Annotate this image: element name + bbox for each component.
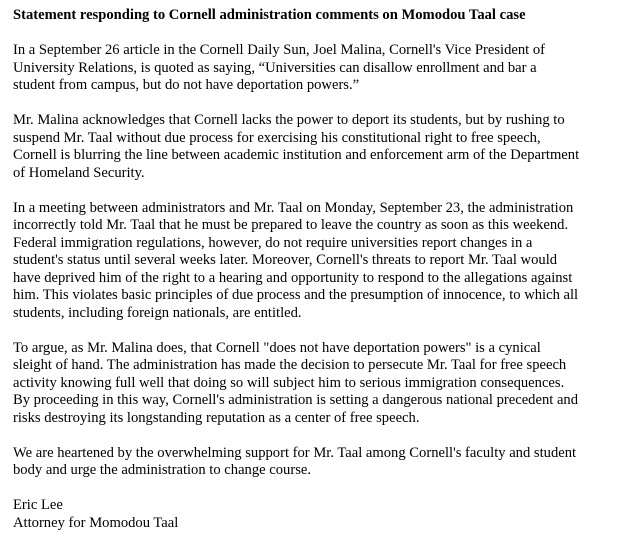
text-line: student from campus, but do not have deportation powers.”	[13, 77, 360, 93]
text-line: Cornell is blurring the line between academic institution and enforcement arm of the Department	[13, 147, 580, 163]
text-line: risks destroying its longstanding reputation as a center of free speech.	[13, 409, 420, 426]
text-line: University Relations, is quoted as saying, “Universities can disallow enrollment and bar a	[13, 59, 537, 76]
text-line: him. This violates basic principles of due process and the presumption of innocence, to which all	[13, 287, 579, 303]
text-line: incorrectly told Mr. Taal that he must be prepared to leave the country as soon as this weekend.	[13, 217, 569, 233]
text-line: We are heartened by the overwhelming support for Mr. Taal among Cornell's faculty and student	[13, 444, 577, 461]
paragraph-3	[13, 200, 616, 323]
text-line: To argue, as Mr. Malina does, that Cornell "does not have deportation powers" is a cynical	[13, 339, 541, 356]
paragraph-5	[13, 445, 616, 480]
text-line: sleight of hand. The administration has made the decision to persecute Mr. Taal for free speech	[13, 357, 567, 373]
text-line: of Homeland Security.	[13, 164, 145, 181]
text-line: student's status until several weeks later. Moreover, Cornell's threats to report Mr. Taal would	[13, 252, 558, 268]
text-line: Mr. Malina acknowledges that Cornell lacks the power to deport its students, but by rushing to	[13, 112, 565, 128]
text-line: have deprived him of the right to a hearing and opportunity to respond to the allegations against	[13, 269, 573, 286]
signature-role: Attorney for Momodou Taal	[13, 514, 179, 531]
text-line: activity knowing full well that doing so will subject him to serious immigration consequences.	[13, 374, 565, 391]
paragraph-2	[13, 112, 616, 182]
text-line: By proceeding in this way, Cornell's administration is setting a dangerous national precedent and	[13, 392, 579, 408]
statement-title: Statement responding to Cornell administration comments on Momodou Taal case	[13, 7, 526, 23]
signature-name: Eric Lee	[13, 497, 63, 513]
signature-block	[13, 497, 616, 532]
text-line: In a September 26 article in the Cornell Daily Sun, Joel Malina, Cornell's Vice President of	[13, 42, 546, 58]
text-line: body and urge the administration to change course.	[13, 462, 312, 478]
text-line: In a meeting between administrators and Mr. Taal on Monday, September 23, the administration	[13, 199, 574, 216]
text-line: students, including foreign nationals, are entitled.	[13, 304, 302, 321]
text-line: Federal immigration regulations, however, do not require universities report changes in a	[13, 234, 533, 251]
paragraph-1	[13, 42, 616, 95]
text-line: suspend Mr. Taal without due process for exercising his constitutional right to free speech,	[13, 129, 541, 146]
paragraph-4	[13, 340, 616, 428]
